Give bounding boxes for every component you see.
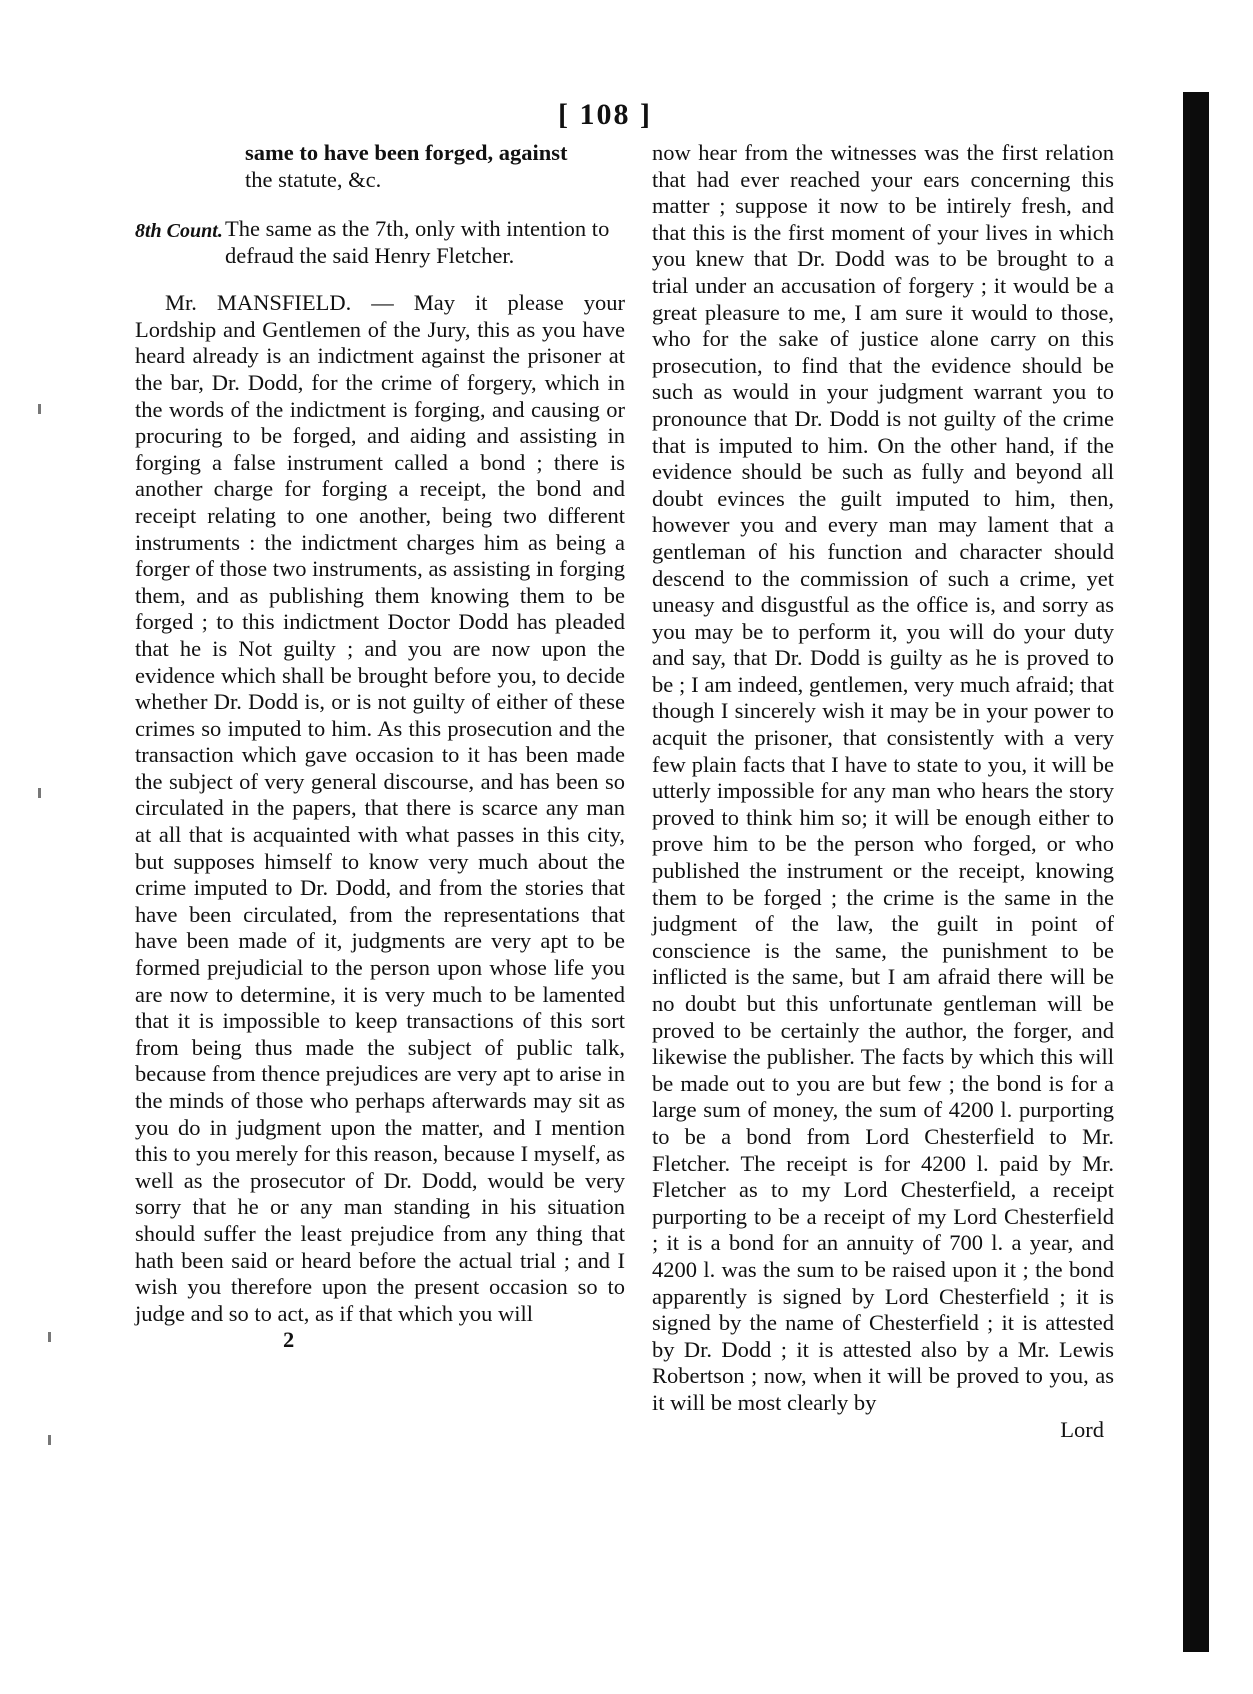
left-column bbox=[135, 140, 625, 1353]
right-column bbox=[652, 140, 1114, 1443]
count7-end-line1: same to have been forged, against bbox=[245, 140, 568, 165]
margin-speck bbox=[38, 788, 41, 798]
page-number: [ 108 ] bbox=[558, 98, 652, 131]
signature-mark: 2 bbox=[283, 1327, 295, 1353]
count8-text: The same as the 7th, only with intention to defraud the said Henry Fletcher. bbox=[225, 216, 610, 269]
count8-block bbox=[135, 215, 625, 269]
margin-speck bbox=[48, 1435, 51, 1445]
count8-label: 8th Count. bbox=[135, 220, 223, 243]
count7-end-line2: the statute, &c. bbox=[245, 166, 382, 192]
margin-speck bbox=[48, 1332, 51, 1342]
binding-shadow bbox=[1183, 92, 1209, 1652]
speech-continued: now hear from the witnesses was the first relation that had ever reached your ears concerning this matter ; suppose it now to be intirely fresh, and that this is the first moment of your lives in which you knew that Dr. Dodd was to be brought to a trial under an accusation of forgery ; it would be a great pleasure to me, I am sure it would to those, who for the sake of justice alone carry on this prosecution, to find that the evidence should be such as would in your judgment warrant you to pronounce that Dr. Dodd is not guilty of the crime that is imputed to him. On the other hand, if the evidence should be such as fully and beyond all doubt evinces the guilt imputed to him, then, however you and every man may lament that a gentleman of his function and character should descend to the commission of such a crime, yet uneasy and disgustful as the office is, and sorry as you may be to perform it, you will do your duty and say, that Dr. Dodd is guilty as he is proved to be ; I am indeed, gentlemen, very much afraid; that though I sincerely wish it may be in your power to acquit the prisoner, that consistently with a very few plain facts that I have to state to you, it will be utterly impossible for any man who hears the story proved to think him so; it will be enough either to prove him to be the person who forged, or who published the instrument or the receipt, knowing them to be forged ; the crime is the same in the judgment of the law, the guilt in point of conscience is the same, the punishment to be inflicted is the same, but I am afraid there will be no doubt but this unfortunate gentleman will be proved to be certainly the author, the forger, and likewise the publisher. The facts by which this will be made out to you are but few ; the bond is for a large sum of money, the sum of 4200 l. purporting to be a bond from Lord Chesterfield to Mr. Fletcher. The receipt is for 4200 l. paid by Mr. Fletcher as to my Lord Chesterfield, a receipt purporting to be a receipt of my Lord Chesterfield ; it is a bond for an annuity of 700 l. a year, and 4200 l. was the sum to be raised upon it ; the bond apparently is signed by Lord Chesterfield ; it is signed by the name of Chesterfield ; it is attested by Dr. Dodd ; it is attested also by a Mr. Lewis Robertson ; now, when it will be proved to you, as it will be most clearly by bbox=[652, 140, 1114, 1415]
catchword: Lord bbox=[1060, 1416, 1104, 1442]
margin-speck bbox=[38, 404, 41, 414]
mansfield-speech: Mr. MANSFIELD. — May it please your Lordship and Gentlemen of the Jury, this as you have heard already is an indictment against the prisoner at the bar, Dr. Dodd, for the crime of forgery, which in the words of the indictment is forging, and causing or procuring to be forged, and aiding and assisting in forging a false instrument called a bond ; there is another charge for forging a receipt, the bond and receipt relating to one another, being two different instruments : the indictment charges him as being a forger of those two instruments, as assisting in forging them, and as publishing them knowing them to be forged ; to this indictment Doctor Dodd has pleaded that he is Not guilty ; and you are now upon the evidence which shall be brought before you, to decide whether Dr. Dodd is, or is not guilty of either of these crimes so imputed to him. As this prosecution and the transaction which gave occasion to it has been made the subject of very general discourse, and has been so circulated in the papers, that there is scarce any man at all that is acquainted with what passes in this city, but supposes himself to know very much about the crime imputed to Dr. Dodd, and from the stories that have been circulated, from the representations that have been made of it, judgments are very apt to be formed prejudicial to the person upon whose life you are now to determine, it is very much to be lamented that it is impossible to keep transactions of this sort from being thus made the subject of public talk, because from thence prejudices are very apt to arise in the minds of those who perhaps afterwards may sit as you do in judgment upon the matter, and I mention this to you merely for this reason, because I myself, as well as the prosecutor of Dr. Dodd, would be very sorry that he or any man standing in his situation should suffer the least prejudice from any thing that hath been said or heard before the actual trial ; and I wish you therefore upon the present occasion so to judge and so to act, as if that which you will bbox=[135, 290, 625, 1326]
